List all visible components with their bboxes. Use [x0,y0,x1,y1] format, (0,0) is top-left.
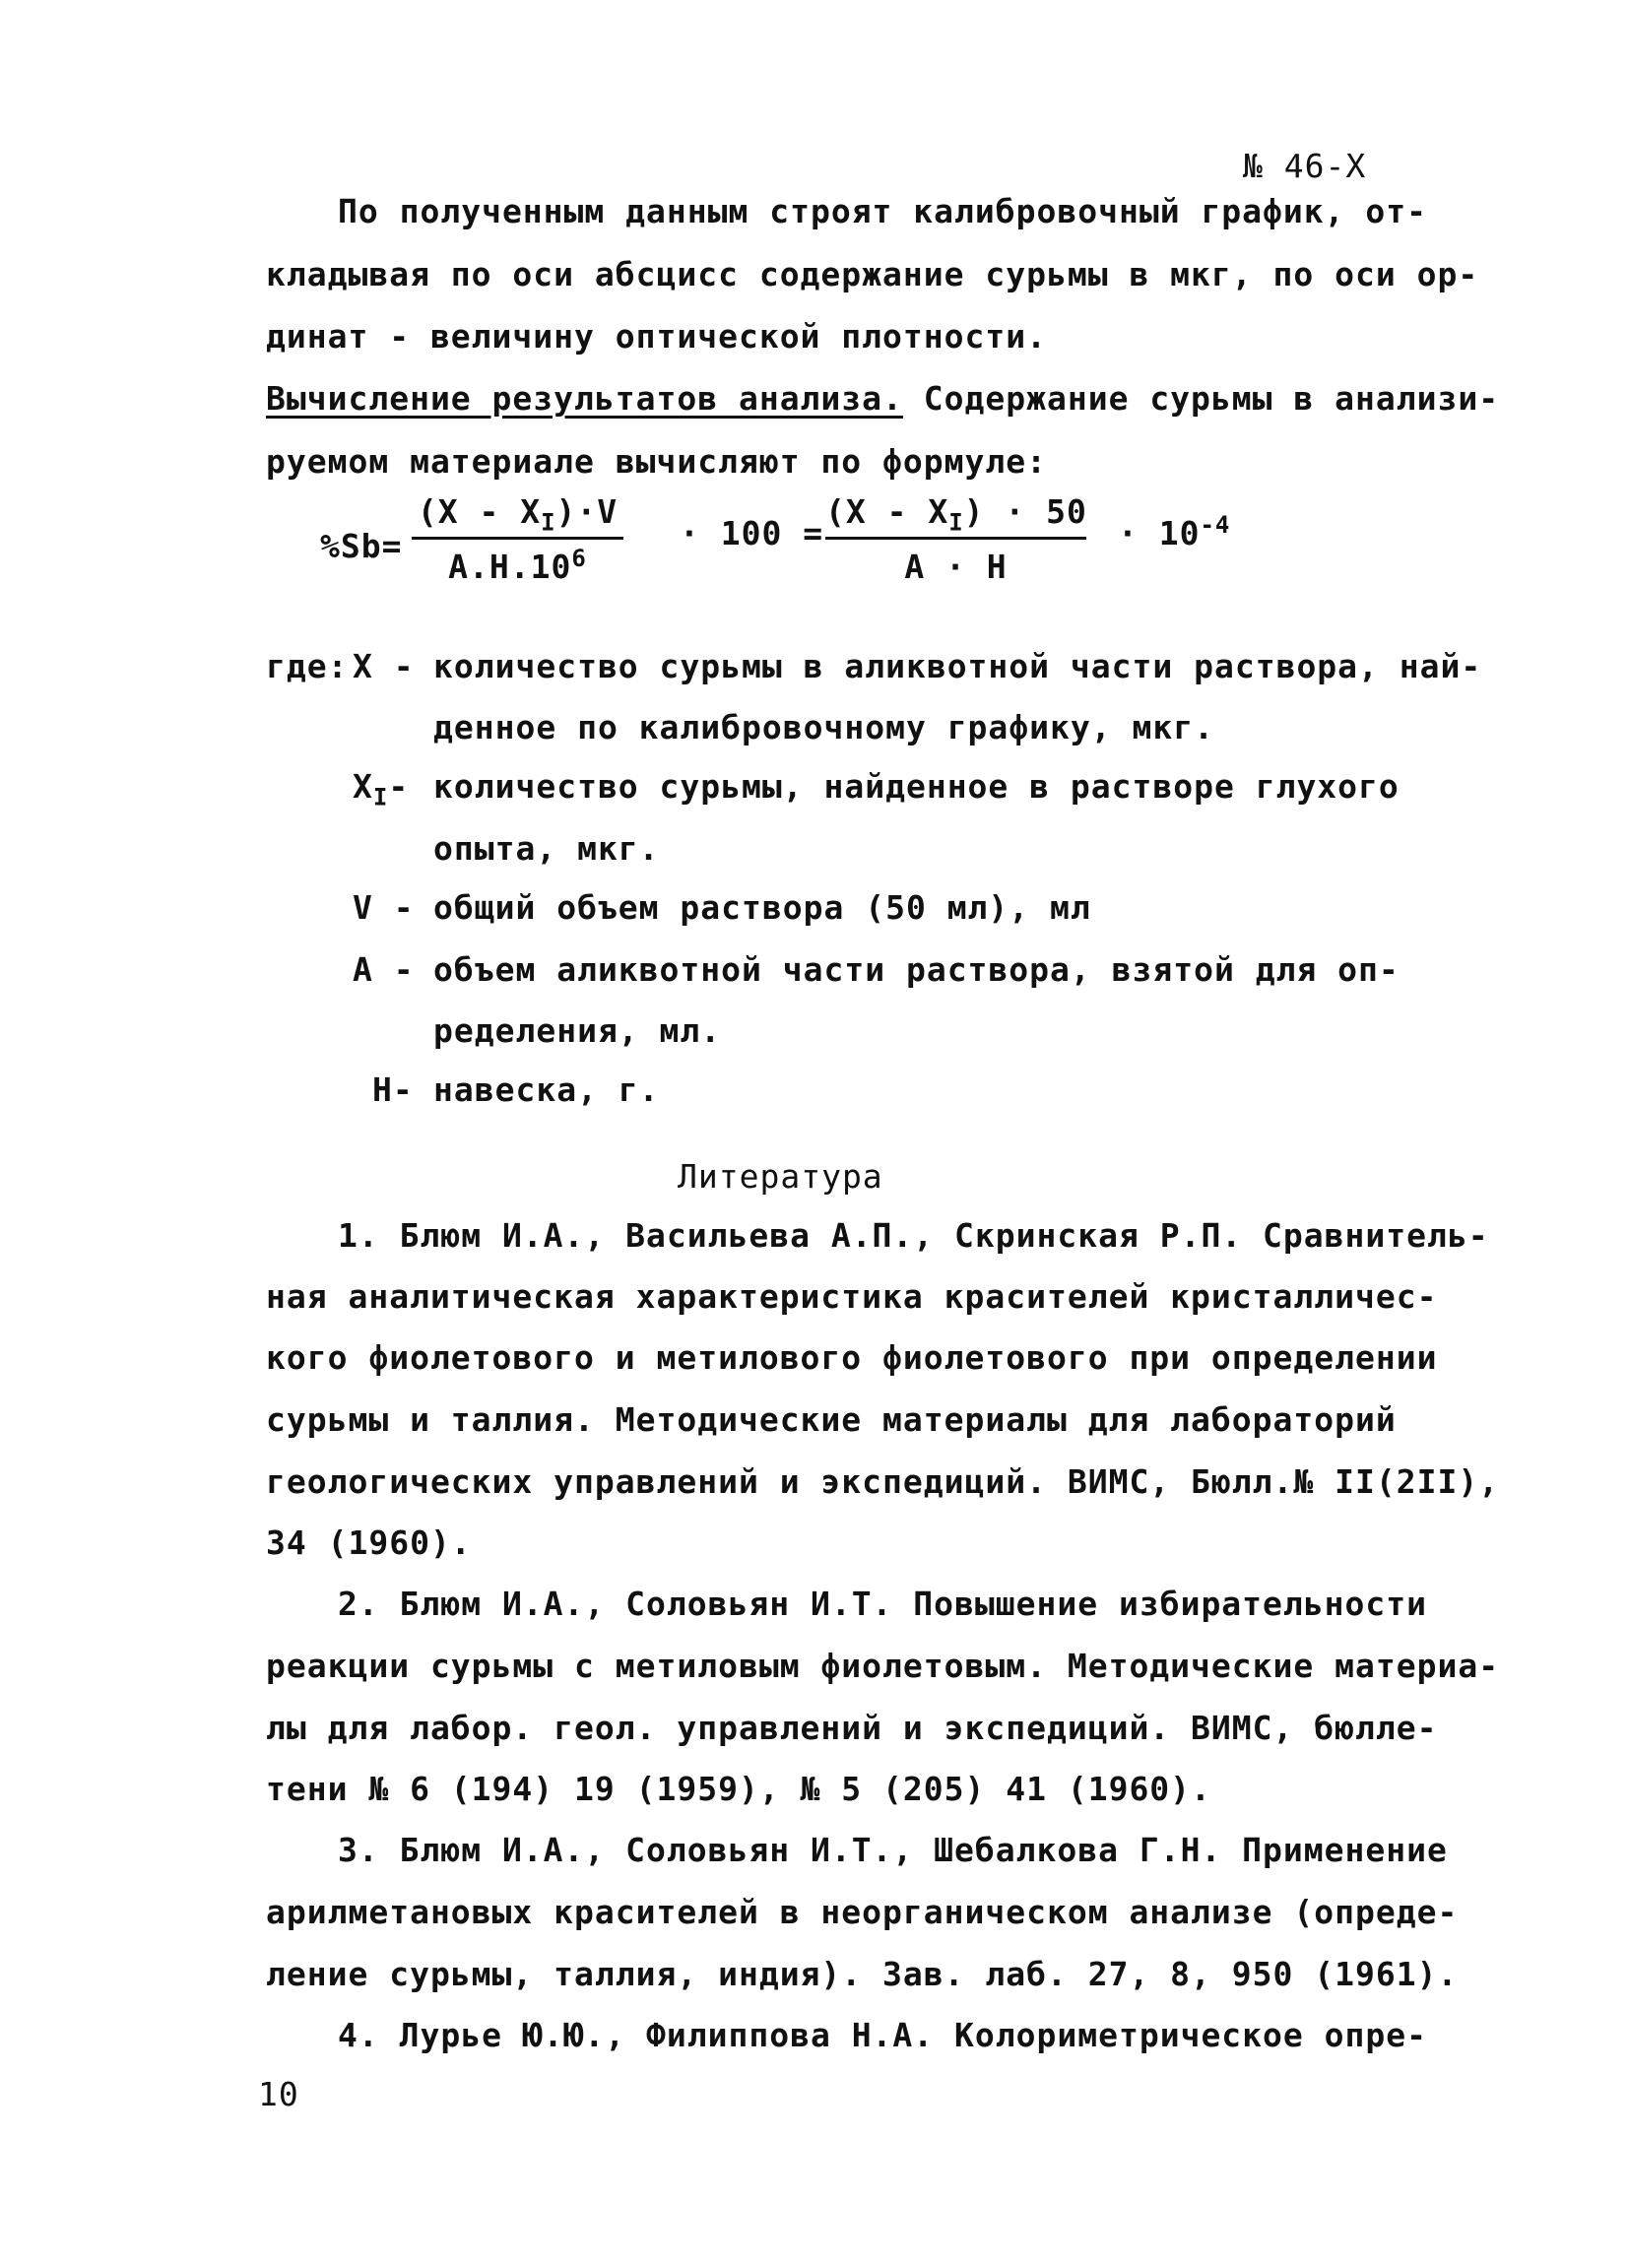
body-line: динат - величину оптической плотности. [266,317,1047,356]
def-text: общий объем раствора (50 мл), мл [433,888,1091,927]
def-text: ределения, мл. [433,1011,722,1050]
def-text: объем аликвотной части раствора, взятой для оп- [433,950,1400,989]
formula-fraction-2 [825,492,1086,586]
fraction-1-numerator: $(Х - Х_I)\cdot V$ [417,492,619,537]
body-line: По полученным данным строят калибровочный график, от- [338,192,1427,230]
def-symbol: А - [353,950,415,989]
where-label: где: [266,647,349,685]
calc-paragraph [266,379,1500,418]
formula-tail: · $10^{-4}$ [1118,511,1231,552]
calc-text: Содержание сурьмы в анализи- [902,379,1500,418]
def-text: навеска, г. [433,1070,660,1109]
page-number: 10 [258,2075,299,2113]
reference-line: реакции сурьмы с метиловым фиолетовым. Методические материа- [266,1647,1500,1685]
reference-line: 34 (1960). [266,1523,472,1562]
reference-line: сурьмы и таллия. Методические материалы для лабораторий [266,1400,1397,1439]
def-symbol: Н- [372,1070,414,1109]
fraction-2-numerator: $(Х - Х_I) \cdot 50$ [825,492,1087,537]
formula-fraction-1 [412,492,623,586]
fraction-bar [412,537,623,540]
reference-line: 1. Блюм И.А., Васильева А.П., Скринская Р.П. Сравнитель- [338,1216,1489,1255]
reference-line: 2. Блюм И.А., Соловьян И.Т. Повышение избирательности [338,1585,1427,1623]
doc-number: № 46-Х [1243,147,1367,185]
reference-line: 3. Блюм И.А., Соловьян И.Т., Шебалкова Г.Н. Применение [338,1831,1448,1869]
def-symbol: $Х_I-$ [353,767,410,811]
formula-lhs: %Sb= [320,527,403,565]
def-symbol: V - [353,888,415,927]
def-text: количество сурьмы в аликвотной части раствора, най- [433,647,1482,685]
body-line: кладывая по оси абсцисс содержание сурьмы в мкг, по оси ор- [266,255,1479,293]
reference-line: ная аналитическая характеристика красителей кристалличес- [266,1277,1438,1316]
reference-line: лы для лабор. геол. управлений и экспедиций. ВИМС, бюлле- [266,1709,1438,1747]
reference-line: геологических управлений и экспедиций. ВИМС, Бюлл.№ II(2II), [266,1462,1500,1501]
literature-heading: Литература [678,1157,883,1196]
calc-heading: Вычисление результатов анализа. [266,379,903,418]
reference-line: 4. Лурье Ю.Ю., Филиппова Н.А. Колориметрическое опре- [338,2016,1427,2054]
def-symbol: Х - [353,647,415,685]
reference-line: кого фиолетового и метилового фиолетового при определении [266,1338,1438,1377]
fraction-bar [825,537,1086,540]
reference-line: тени № 6 (194) 19 (1959), № 5 (205) 41 (1960). [266,1770,1211,1808]
fraction-1-denominator: $А.Н.10^6$ [448,545,587,586]
body-line: руемом материале вычисляют по формуле: [266,442,1047,481]
fraction-2-denominator: А · Н [904,548,1008,586]
reference-line: ление сурьмы, таллия, индия). Зав. лаб. 27, 8, 950 (1961). [266,1955,1459,1993]
def-text: опыта, мкг. [433,829,660,868]
reference-line: арилметановых красителей в неорганическом анализе (опреде- [266,1893,1459,1931]
def-text: количество сурьмы, найденное в растворе глухого [433,767,1400,806]
formula-mid: · 100 = [680,514,824,552]
def-text: денное по калибровочному графику, мкг. [433,708,1214,746]
